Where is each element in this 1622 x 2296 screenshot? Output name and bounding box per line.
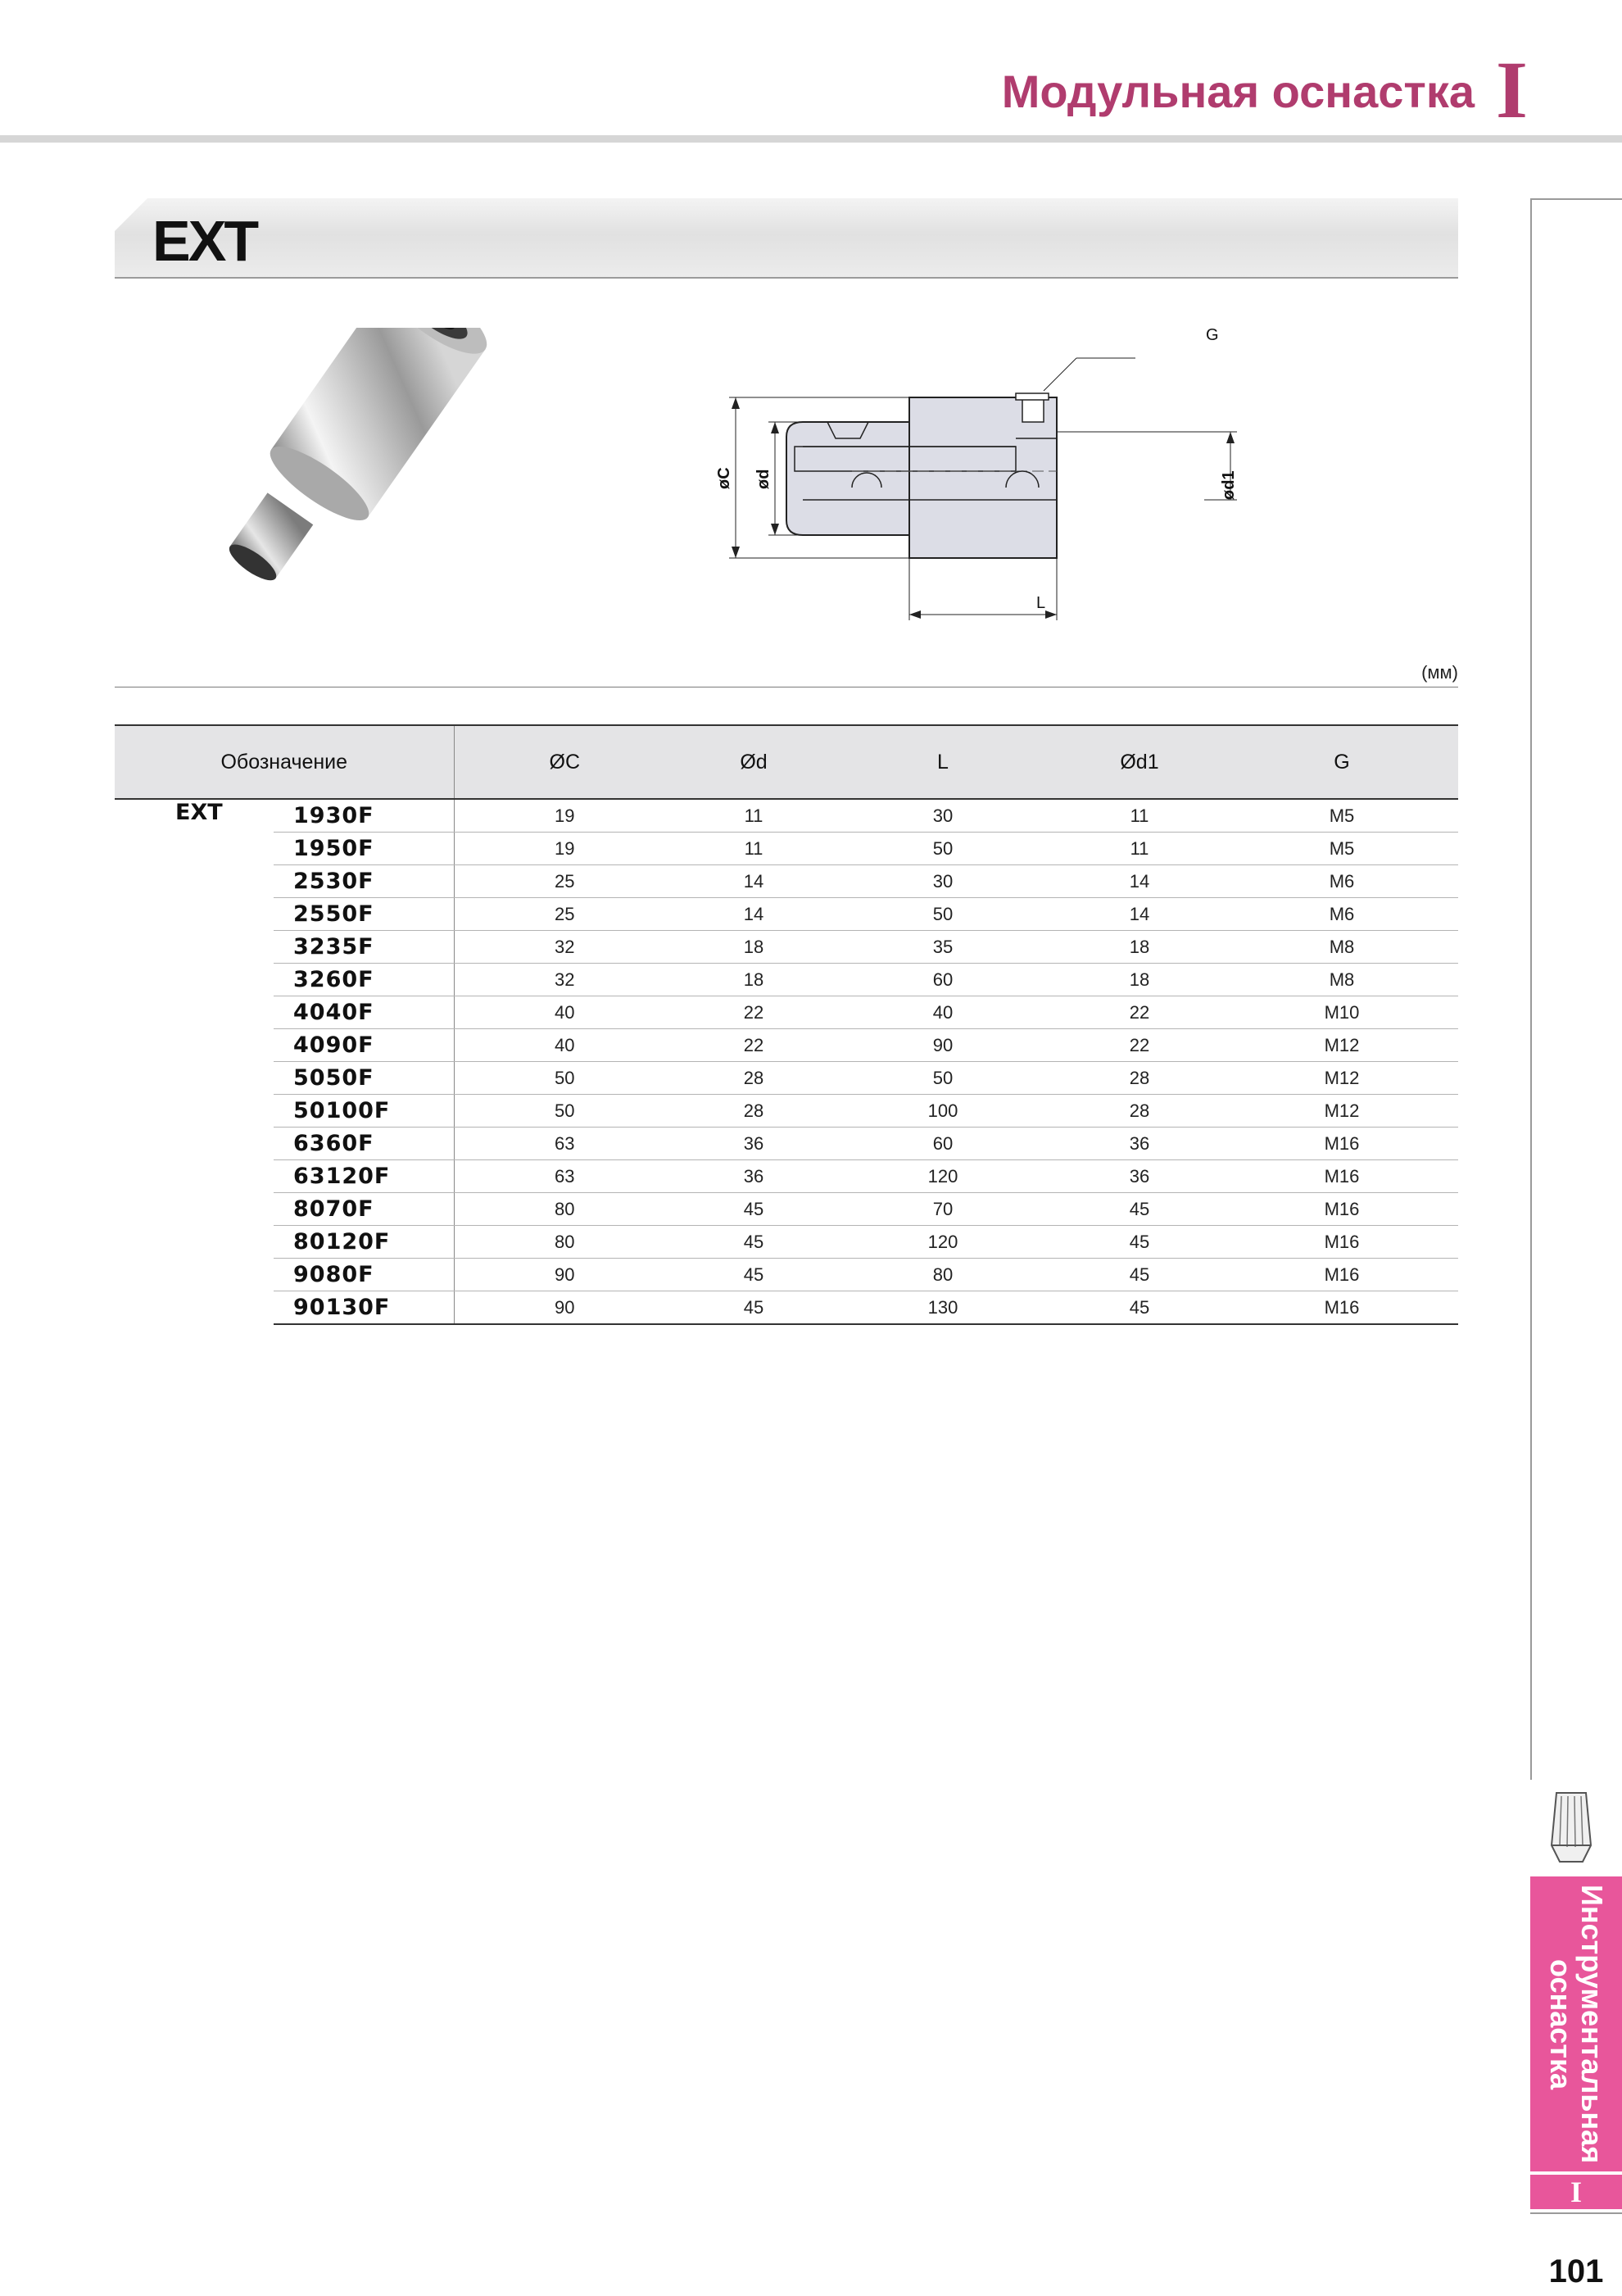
cell-d: 22 (675, 1029, 832, 1062)
table-row (115, 898, 1458, 931)
cell-c: 19 (454, 799, 675, 833)
cell-c: 50 (454, 1095, 675, 1128)
header-section-numeral: I (1496, 44, 1528, 135)
column-header-designation: Обозначение (115, 725, 454, 799)
side-frame (1530, 198, 1622, 1780)
cell-c: 32 (454, 964, 675, 996)
cell-c: 25 (454, 898, 675, 931)
table-body (115, 799, 1458, 1324)
cell-l: 100 (832, 1095, 1053, 1128)
cell-d1: 45 (1053, 1226, 1226, 1259)
cell-l: 120 (832, 1160, 1053, 1193)
cell-d: 36 (675, 1160, 832, 1193)
cell-c: 50 (454, 1062, 675, 1095)
cell-c: 80 (454, 1226, 675, 1259)
cell-g: M8 (1226, 964, 1458, 996)
page-number: 101 (1548, 2253, 1604, 2289)
cell-c: 40 (454, 996, 675, 1029)
cell-l: 50 (832, 1062, 1053, 1095)
cell-g: M5 (1226, 833, 1458, 865)
cell-l: 80 (832, 1259, 1053, 1291)
product-photo (213, 328, 573, 631)
cell-g: M16 (1226, 1128, 1458, 1160)
sidebar-numeral: I (1570, 2176, 1582, 2208)
series-name: EXT (175, 800, 223, 825)
table-row (115, 931, 1458, 964)
column-header-g: G (1226, 725, 1458, 799)
cell-g: M8 (1226, 931, 1458, 964)
cell-d1: 18 (1053, 931, 1226, 964)
cell-d: 45 (675, 1291, 832, 1325)
cell-l: 90 (832, 1029, 1053, 1062)
cell-g: M6 (1226, 898, 1458, 931)
cell-g: M16 (1226, 1160, 1458, 1193)
cell-c: 40 (454, 1029, 675, 1062)
cell-l: 130 (832, 1291, 1053, 1325)
table-row (115, 964, 1458, 996)
column-header-d1: Ød1 (1053, 725, 1226, 799)
table-row (115, 1291, 1458, 1325)
table-row (115, 1160, 1458, 1193)
cell-d1: 22 (1053, 996, 1226, 1029)
sidebar-tab-label: Инструментальная оснастка (1544, 1884, 1609, 2164)
table-row (115, 799, 1458, 833)
table-row (115, 1029, 1458, 1062)
dimension-label-c: øC (715, 467, 733, 489)
cell-d: 18 (675, 931, 832, 964)
cell-d1: 36 (1053, 1160, 1226, 1193)
units-label: (мм) (1421, 662, 1458, 683)
cell-c: 63 (454, 1128, 675, 1160)
cell-d1: 14 (1053, 898, 1226, 931)
cell-g: M16 (1226, 1226, 1458, 1259)
cell-d1: 11 (1053, 833, 1226, 865)
row-code: 2550F (274, 898, 454, 931)
cell-d1: 45 (1053, 1291, 1226, 1325)
header-divider (0, 135, 1622, 143)
cell-d1: 22 (1053, 1029, 1226, 1062)
cell-d1: 18 (1053, 964, 1226, 996)
cell-l: 50 (832, 833, 1053, 865)
cell-c: 63 (454, 1160, 675, 1193)
cell-g: M10 (1226, 996, 1458, 1029)
row-code: 63120F (274, 1160, 454, 1193)
cell-d1: 11 (1053, 799, 1226, 833)
row-code: 90130F (274, 1291, 454, 1325)
page-header-title: Модульная оснастка (1001, 66, 1475, 117)
section-banner (115, 198, 1458, 279)
section-title: EXT (152, 209, 257, 273)
cell-d1: 45 (1053, 1259, 1226, 1291)
cell-d: 45 (675, 1193, 832, 1226)
row-code: 4040F (274, 996, 454, 1029)
cell-d1: 28 (1053, 1095, 1226, 1128)
cell-l: 30 (832, 865, 1053, 898)
table-row (115, 865, 1458, 898)
cell-c: 25 (454, 865, 675, 898)
column-header-l: L (832, 725, 1053, 799)
cell-g: M16 (1226, 1259, 1458, 1291)
cell-l: 35 (832, 931, 1053, 964)
cell-l: 30 (832, 799, 1053, 833)
cell-d: 14 (675, 865, 832, 898)
table-row (115, 1226, 1458, 1259)
cell-d1: 28 (1053, 1062, 1226, 1095)
cell-l: 40 (832, 996, 1053, 1029)
cell-g: M16 (1226, 1291, 1458, 1325)
row-code: 2530F (274, 865, 454, 898)
cell-c: 90 (454, 1259, 675, 1291)
cell-g: M12 (1226, 1062, 1458, 1095)
cell-d: 36 (675, 1128, 832, 1160)
cell-l: 50 (832, 898, 1053, 931)
cell-g: M16 (1226, 1193, 1458, 1226)
technical-drawing (705, 315, 1262, 631)
cell-d: 18 (675, 964, 832, 996)
row-code: 5050F (274, 1062, 454, 1095)
table-row (115, 1193, 1458, 1226)
dimension-label-d1: ød1 (1220, 470, 1238, 500)
row-code: 4090F (274, 1029, 454, 1062)
row-code: 1950F (274, 833, 454, 865)
table-row (115, 1095, 1458, 1128)
row-code: 8070F (274, 1193, 454, 1226)
table-row (115, 1062, 1458, 1095)
collet-icon (1547, 1788, 1596, 1867)
cell-l: 120 (832, 1226, 1053, 1259)
dimension-label-d: ød (754, 469, 772, 489)
row-code: 6360F (274, 1128, 454, 1160)
cell-g: M12 (1226, 1095, 1458, 1128)
cell-l: 70 (832, 1193, 1053, 1226)
cell-c: 19 (454, 833, 675, 865)
cell-d: 45 (675, 1259, 832, 1291)
cell-c: 80 (454, 1193, 675, 1226)
cell-g: M12 (1226, 1029, 1458, 1062)
row-code: 80120F (274, 1226, 454, 1259)
cell-d1: 45 (1053, 1193, 1226, 1226)
cell-c: 90 (454, 1291, 675, 1325)
dimension-label-g: G (1206, 326, 1219, 344)
cell-d1: 14 (1053, 865, 1226, 898)
cell-d: 22 (675, 996, 832, 1029)
table-row (115, 833, 1458, 865)
row-code: 1930F (274, 799, 454, 833)
cell-d1: 36 (1053, 1128, 1226, 1160)
cell-d: 11 (675, 799, 832, 833)
section-banner-underline (115, 277, 1458, 279)
table-row (115, 1128, 1458, 1160)
cell-d: 11 (675, 833, 832, 865)
cell-d: 28 (675, 1095, 832, 1128)
table-row (115, 996, 1458, 1029)
cell-c: 32 (454, 931, 675, 964)
column-header-c: ØC (454, 725, 675, 799)
cell-d: 45 (675, 1226, 832, 1259)
row-code: 50100F (274, 1095, 454, 1128)
column-header-d: Ød (675, 725, 832, 799)
row-code: 3260F (274, 964, 454, 996)
cell-d: 14 (675, 898, 832, 931)
row-code: 9080F (274, 1259, 454, 1291)
table-row (115, 1259, 1458, 1291)
spec-table (115, 724, 1458, 1325)
cell-g: M6 (1226, 865, 1458, 898)
cell-g: M5 (1226, 799, 1458, 833)
table-header-row (115, 725, 1458, 799)
dimension-label-l: L (1036, 594, 1046, 612)
cell-l: 60 (832, 964, 1053, 996)
cell-l: 60 (832, 1128, 1053, 1160)
page-number-divider (1530, 2212, 1622, 2214)
row-code: 3235F (274, 931, 454, 964)
sidebar-tab[interactable] (1530, 1876, 1622, 2171)
cell-d: 28 (675, 1062, 832, 1095)
